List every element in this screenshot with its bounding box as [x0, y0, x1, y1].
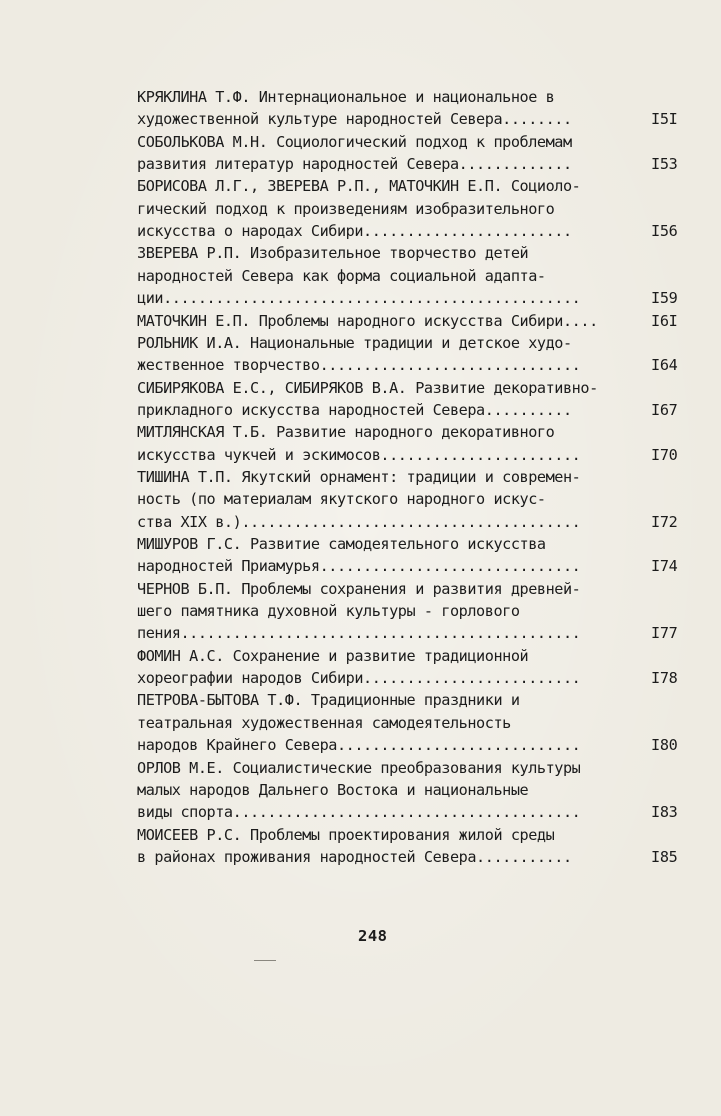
entry-page-number: I80 — [651, 736, 678, 755]
entry-page-number: I77 — [651, 624, 678, 643]
entry-continuation-line — [137, 555, 687, 577]
entry-title-line — [137, 86, 687, 108]
entry-page-number: I78 — [651, 669, 678, 688]
entry-title-line — [137, 310, 687, 332]
entry-continuation-line — [137, 444, 687, 466]
entry-continuation-line — [137, 220, 687, 242]
entry-continuation-line — [137, 600, 687, 622]
entry-text: СИБИРЯКОВА Е.С., СИБИРЯКОВ В.А. Развитие декоративно- — [137, 378, 598, 397]
entry-text: МОИСЕЕВ Р.С. Проблемы проектирования жилой среды — [137, 825, 555, 844]
entry-text: ции................................................ — [137, 289, 581, 308]
entry-text: МИТЛЯНСКАЯ Т.Б. Развитие народного декоративного — [137, 423, 555, 442]
entry-page-number: I67 — [651, 400, 678, 419]
entry-text: малых народов Дальнего Востока и национальные — [137, 780, 529, 799]
entry-title-line — [137, 242, 687, 264]
entry-continuation-line — [137, 511, 687, 533]
entry-text: художественной культуре народностей Севера........ — [137, 110, 572, 129]
entry-text: ЗВЕРЕВА Р.П. Изобразительное творчество детей — [137, 244, 529, 263]
entry-text: народов Крайнего Севера............................ — [137, 736, 581, 755]
entry-text: театральная художественная самодеятельность — [137, 713, 511, 732]
entry-continuation-line — [137, 399, 687, 421]
entry-continuation-line — [137, 287, 687, 309]
entry-continuation-line — [137, 779, 687, 801]
entry-text: ства XIX в.)....................................... — [137, 512, 581, 531]
entry-continuation-line — [137, 667, 687, 689]
entry-text: МАТОЧКИН Е.П. Проблемы народного искусства Сибири.... — [137, 311, 598, 330]
entry-page-number: I70 — [651, 445, 678, 464]
entry-text: искусства чукчей и эскимосов....................... — [137, 445, 581, 464]
entry-text: пения.............................................. — [137, 624, 581, 643]
entry-title-line — [137, 824, 687, 846]
entry-page-number: I5I — [651, 110, 678, 129]
entry-page-number: I64 — [651, 356, 678, 375]
entry-text: шего памятника духовной культуры - горлового — [137, 602, 520, 621]
footer-rule — [254, 960, 276, 961]
entry-continuation-line — [137, 622, 687, 644]
entry-continuation-line — [137, 488, 687, 510]
entry-title-line — [137, 645, 687, 667]
entry-text: хореографии народов Сибири......................... — [137, 669, 581, 688]
entry-page-number: I85 — [651, 847, 678, 866]
entry-page-number: I83 — [651, 803, 678, 822]
entry-text: в районах проживания народностей Севера........... — [137, 847, 572, 866]
entry-text: виды спорта........................................ — [137, 803, 581, 822]
entry-page-number: I59 — [651, 289, 678, 308]
entry-text: жественное творчество.............................. — [137, 356, 581, 375]
entry-page-number: I53 — [651, 155, 678, 174]
entry-continuation-line — [137, 734, 687, 756]
entry-text: СОБОЛЬКОВА М.Н. Социологический подход к проблемам — [137, 132, 572, 151]
entry-title-line — [137, 757, 687, 779]
entry-text: МИШУРОВ Г.С. Развитие самодеятельного искусства — [137, 535, 546, 553]
entry-text: народностей Приамурья.............................. — [137, 557, 581, 576]
entry-continuation-line — [137, 153, 687, 175]
entry-title-line — [137, 578, 687, 600]
entry-text: развития литератур народностей Севера............. — [137, 155, 572, 174]
entry-text: ТИШИНА Т.П. Якутский орнамент: традиции и современ- — [137, 467, 581, 486]
entry-continuation-line — [137, 265, 687, 287]
entry-continuation-line — [137, 712, 687, 734]
entry-text: ФОМИН А.С. Сохранение и развитие традиционной — [137, 646, 529, 665]
entry-text: искусства о народах Сибири........................ — [137, 222, 572, 241]
entry-text: РОЛЬНИК И.А. Национальные традиции и детское худо- — [137, 333, 572, 352]
entry-page-number: I56 — [651, 222, 678, 241]
entry-continuation-line — [137, 198, 687, 220]
entry-title-line — [137, 689, 687, 711]
entry-text: ность (по материалам якутского народного искус- — [137, 490, 546, 509]
entry-text: ОРЛОВ М.Е. Социалистические преобразования культуры — [137, 758, 581, 777]
entry-text: прикладного искусства народностей Севера.......... — [137, 400, 572, 419]
entry-title-line — [137, 377, 687, 399]
entry-text: КРЯКЛИНА Т.Ф. Интернациональное и национальное в — [137, 88, 555, 106]
entry-text: народностей Севера как форма социальной адапта- — [137, 266, 546, 285]
entry-continuation-line — [137, 801, 687, 823]
entry-page-number: I72 — [651, 512, 678, 531]
page-number: 248 — [358, 927, 388, 945]
entry-text: ЧЕРНОВ Б.П. Проблемы сохранения и развития древней- — [137, 579, 581, 598]
entry-continuation-line — [137, 846, 687, 868]
entry-page-number: I6I — [651, 311, 678, 330]
entry-title-line — [137, 421, 687, 443]
entry-title-line — [137, 175, 687, 197]
entry-title-line — [137, 533, 687, 555]
entry-text: БОРИСОВА Л.Г., ЗВЕРЕВА Р.П., МАТОЧКИН Е.П. Социоло- — [137, 177, 581, 196]
entry-continuation-line — [137, 108, 687, 130]
entry-page-number: I74 — [651, 557, 678, 576]
entry-title-line — [137, 131, 687, 153]
entry-title-line — [137, 332, 687, 354]
entry-continuation-line — [137, 354, 687, 376]
entry-text: ПЕТРОВА-БЫТОВА Т.Ф. Традиционные праздники и — [137, 691, 520, 710]
entry-title-line — [137, 466, 687, 488]
entry-text: гический подход к произведениям изобразительного — [137, 199, 555, 218]
